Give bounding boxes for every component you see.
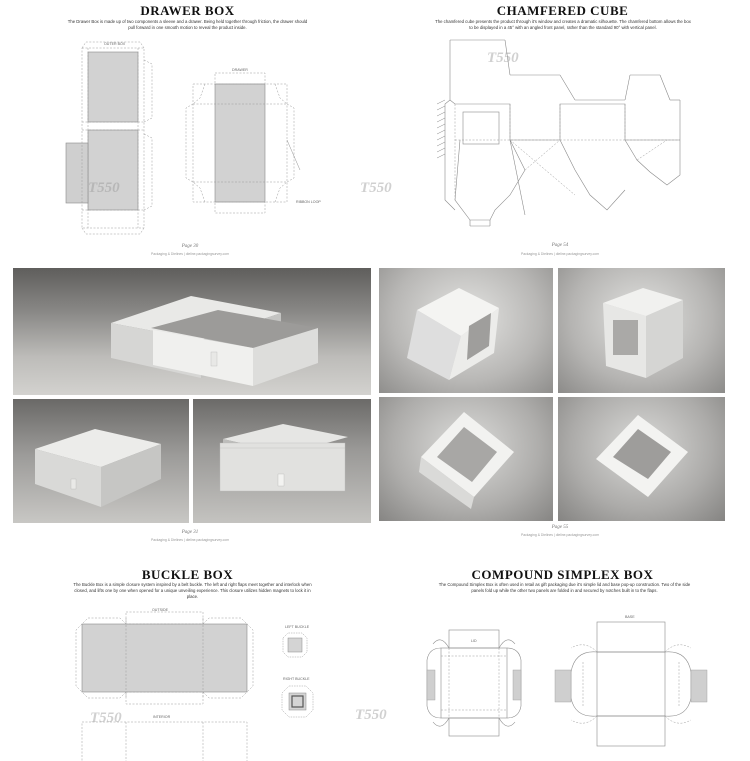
cube-diamond-photo: [558, 397, 725, 521]
page-title: BUCKLE BOX: [141, 567, 234, 582]
drawer-label: DRAWER: [232, 68, 248, 72]
page-description: The Drawer Box is made up of two components a sleeve and a drawer. Being held together through friction, the drawer should pull forward in one smooth motion to reveal the product inside.: [67, 19, 308, 30]
page-number: Page 54: [551, 243, 569, 248]
outside-label: OUTSIDE: [152, 608, 168, 612]
interior-label: INTERIOR: [153, 715, 171, 719]
cube-window-photo: [558, 268, 725, 393]
chamfered-cube-page: [360, 0, 750, 262]
left-buckle-label: LEFT BUCKLE: [285, 625, 310, 629]
ribbon-loop-label: RIBBON LOOP: [296, 200, 321, 204]
drawer-box-page: [0, 0, 375, 262]
page-footer: Packaging & Dielines | dieline.packagingsurvey.com: [520, 252, 600, 256]
drawer-box-dieline: [0, 0, 375, 262]
buckle-box-dieline: [0, 552, 375, 761]
watermark: T550: [88, 180, 120, 196]
compound-simplex-dieline: [375, 552, 750, 761]
cube-tilted-photo: [379, 268, 553, 393]
page-footer: Packaging & Dielines | dieline.packagingsurvey.com: [520, 533, 600, 537]
page-title: CHAMFERED CUBE: [496, 3, 629, 18]
page-description: The Compound Simplex Box is often used in retail as gift packaging due it's simple lid and base pop-up construction. Two of the side panels fold up while the other two panels are folded in and secured by notches built in to the flaps.: [438, 582, 691, 593]
drawer-box-closed-photo: [13, 399, 189, 523]
page-title: DRAWER BOX: [140, 3, 235, 18]
watermark: T550: [355, 707, 387, 723]
page-title: COMPOUND SIMPLEX BOX: [471, 567, 654, 582]
page-number: Page 55: [551, 525, 569, 530]
drawer-photos-page: [0, 262, 375, 552]
watermark: T550: [90, 710, 122, 726]
buckle-box-page: [0, 552, 375, 761]
cube-top-view-photo: [379, 397, 553, 521]
outer-box-label: OUTER BOX: [104, 42, 126, 46]
page-description: The Buckle Box is a simple closure system inspired by a belt buckle. The left and right flaps meet together and interlock when closed, and lifts one by one when opened for a unique unveiling experience. This closure utilizes hidden magnets to lock it in place.: [73, 582, 312, 599]
page-description: The chamfered cube presents the product through it's window and creates a dramatic silhouette. The chamfered bottom allows the box to be displayed in a 45° with an angled front panel, rather than the standard 90° with vertical panel.: [435, 19, 691, 30]
compound-simplex-page: [355, 552, 750, 761]
cube-photos-page: [375, 262, 750, 552]
drawer-box-open-photo: [13, 268, 371, 395]
drawer-box-front-photo: [193, 399, 371, 523]
base-label: BASE: [625, 615, 635, 619]
right-buckle-label: RIGHT BUCKLE: [283, 677, 310, 681]
page-number: Page 30: [181, 244, 199, 249]
chamfered-cube-dieline: [375, 0, 750, 262]
page-footer: Packaging & Dielines | dieline.packagingsurvey.com: [150, 538, 230, 542]
lid-label: LID: [471, 639, 477, 643]
page-footer: Packaging & Dielines | dieline.packagingsurvey.com: [150, 252, 230, 256]
page-number: Page 31: [181, 530, 199, 535]
watermark: T550: [487, 50, 519, 66]
watermark: T550: [360, 180, 392, 196]
